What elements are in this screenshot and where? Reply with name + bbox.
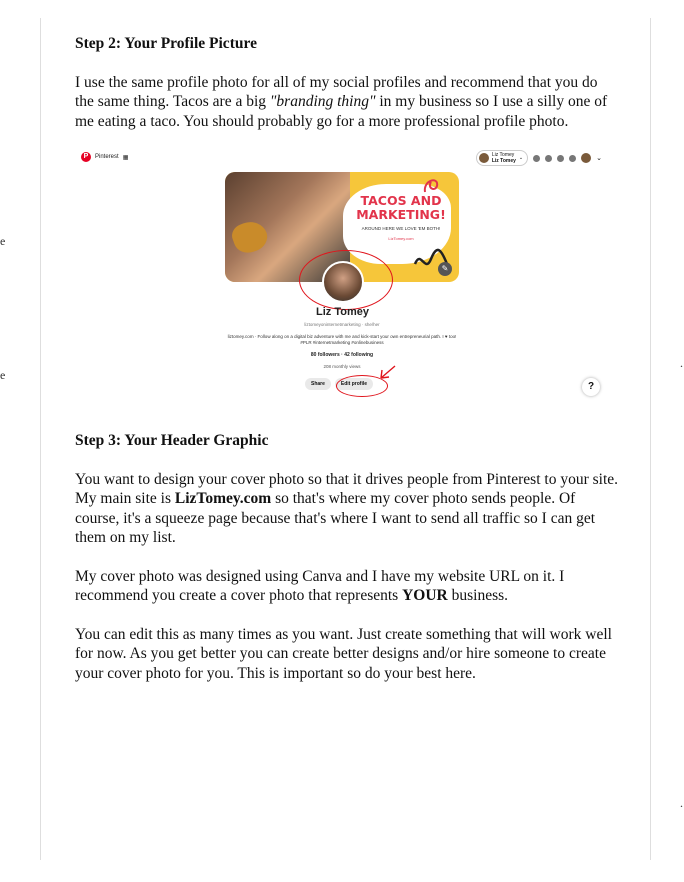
margin-mark: . — [680, 356, 683, 370]
profile-avatar-small[interactable] — [581, 153, 591, 163]
step3-paragraph-1 — [75, 470, 620, 548]
cover-url: LizTomey.com — [388, 236, 414, 241]
megaphone-icon[interactable] — [569, 155, 576, 162]
account-switcher[interactable] — [476, 150, 528, 166]
chevron-down-icon: ⌄ — [518, 155, 524, 161]
edit-cover-icon[interactable]: ✎ — [438, 262, 452, 276]
profile-handle: liztomeyoninternetmarketing · she/her — [304, 322, 380, 327]
brand-name: Pinterest — [95, 154, 119, 160]
site-name: LizTomey.com — [174, 490, 272, 507]
highlight-circle-avatar — [299, 250, 393, 310]
page-left-border — [40, 18, 41, 860]
step2-paragraph — [75, 73, 620, 132]
monthly-views: 208 monthly views — [323, 364, 361, 369]
header-actions — [476, 150, 602, 166]
margin-mark: e — [0, 234, 6, 248]
p1-text-end: so that's where my cover photo sends people. Of course, it's a squeeze page because that's where I want to send all traffic so I can get them on my list. — [75, 490, 596, 546]
bell-icon[interactable] — [545, 155, 552, 162]
p1-text: You want to design your cover photo so that it drives people from Pinterest to your site. My main site is — [75, 470, 619, 507]
profile-name: Liz Tomey — [316, 306, 369, 318]
arrow-annotation-icon — [377, 364, 397, 382]
follow-stats: 80 followers · 42 following — [310, 352, 374, 358]
share-button[interactable]: Share — [305, 378, 331, 390]
branding-thing-quote: "branding thing" — [269, 93, 376, 110]
help-button[interactable]: ? — [582, 378, 600, 396]
pinterest-logo-icon[interactable]: P — [81, 152, 91, 162]
step3-paragraph-2 — [75, 567, 620, 606]
edit-profile-button[interactable]: Edit profile — [335, 378, 373, 390]
chevron-down-icon[interactable]: ⌄ — [596, 155, 602, 162]
step2-text-end: in my business so I use a silly one of me eating a taco. You should probably go for a more professional profile photo. — [75, 93, 608, 130]
step3-paragraph-3: You can edit this as many times as you want. Just create something that will work well for now. As you get better you can create better designs and/or hire someone to create your cover photo for you. This is important so do your best here. — [75, 625, 612, 682]
margin-mark: . — [680, 796, 683, 810]
cover-title: TACOS AND MARKETING! — [356, 193, 446, 222]
messages-icon[interactable] — [557, 155, 564, 162]
pinterest-header — [81, 152, 128, 162]
your-emphasis: YOUR — [402, 587, 448, 604]
menu-icon[interactable]: ▦ — [122, 154, 129, 161]
step2-text: I use the same profile photo for all of my social profiles and recommend that you do the same thing. Tacos are a big — [75, 73, 598, 110]
p2-text: My cover photo was designed using Canva and I have my website URL on it. I recommend you create a cover photo that represents — [75, 567, 565, 604]
search-icon[interactable] — [533, 155, 540, 162]
account-name: Liz Tomey — [491, 158, 516, 164]
margin-mark: e — [0, 368, 6, 382]
page-right-border — [650, 18, 651, 860]
step2-heading: Step 2: Your Profile Picture — [75, 35, 257, 52]
profile-bio: liztomey.com · Follow along on a digital biz adventure with me and kick-start your own entrepreneurial path. I ♥ too! #PLR #internetmarketing #onlinebusiness — [227, 334, 457, 345]
account-avatar — [479, 153, 489, 163]
step3-heading: Step 3: Your Header Graphic — [75, 432, 269, 449]
cover-tagline: AROUND HERE WE LOVE 'EM BOTH! — [361, 226, 441, 231]
account-names — [492, 152, 516, 164]
p2-text-end: business. — [447, 587, 509, 604]
swirl-decoration — [421, 174, 443, 196]
account-name-small: Liz Tomey — [491, 152, 515, 158]
pinterest-profile-screenshot — [75, 146, 620, 404]
